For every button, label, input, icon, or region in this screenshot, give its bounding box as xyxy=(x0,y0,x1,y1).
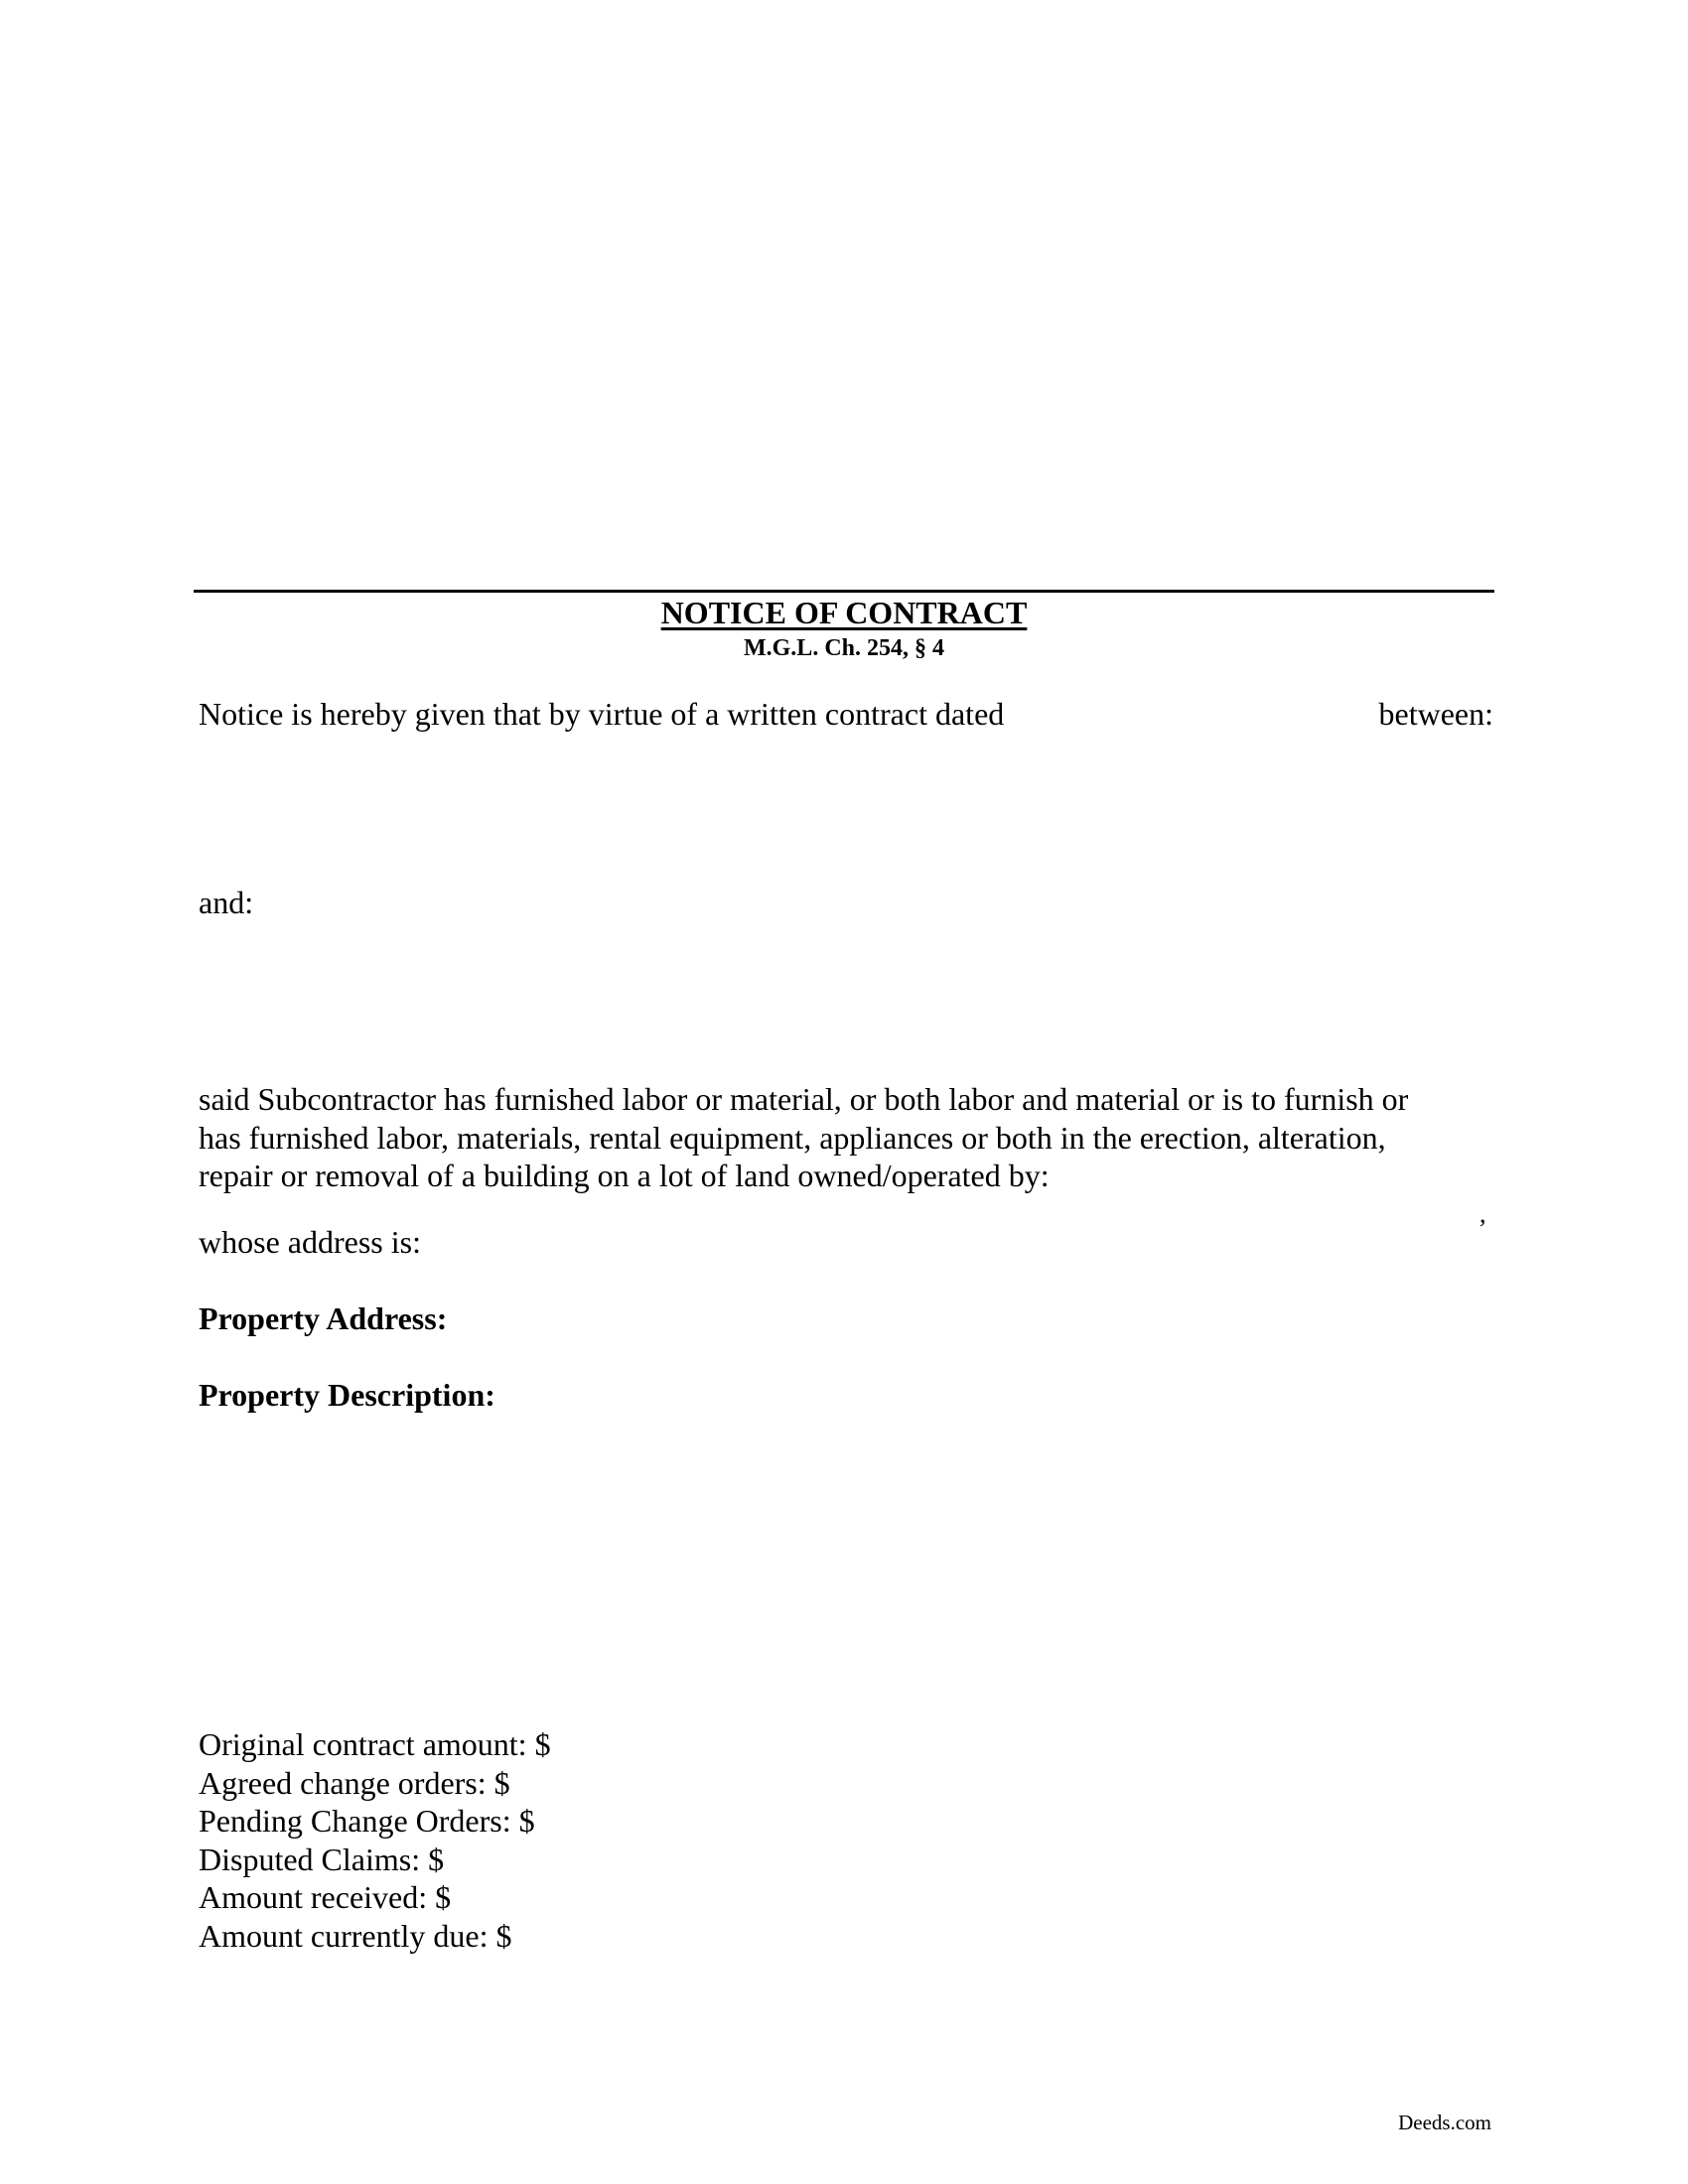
amount-line: Disputed Claims: $ xyxy=(199,1841,445,1877)
footer-brand: Deeds.com xyxy=(1398,2111,1491,2134)
amount-line: Amount currently due: $ xyxy=(199,1917,512,1954)
intro-text: Notice is hereby given that by virtue of a written contract dated xyxy=(199,696,1005,732)
whose-address-label: whose address is: xyxy=(199,1224,421,1260)
amount-line: Amount received: $ xyxy=(199,1879,452,1915)
amount-line: Agreed change orders: $ xyxy=(199,1764,510,1801)
and-label: and: xyxy=(199,885,254,920)
paragraph-line: said Subcontractor has furnished labor or material, or both labor and material or is to furnish or xyxy=(199,1081,1409,1117)
amounts-list xyxy=(199,1725,551,1955)
paragraph-line: has furnished labor, materials, rental equipment, appliances or both in the erection, alteration, xyxy=(199,1119,1386,1156)
amount-line: Original contract amount: $ xyxy=(199,1726,551,1762)
property-address-label: Property Address: xyxy=(199,1300,448,1336)
comma-mark: , xyxy=(1479,1199,1486,1228)
header-rule xyxy=(194,590,1494,593)
intro-between: between: xyxy=(1378,696,1493,732)
statute-citation: M.G.L. Ch. 254, § 4 xyxy=(743,635,944,661)
subcontractor-paragraph xyxy=(199,1080,1509,1195)
property-description-label: Property Description: xyxy=(199,1377,495,1413)
amount-line: Pending Change Orders: $ xyxy=(199,1803,535,1839)
paragraph-line: repair or removal of a building on a lot of land owned/operated by: xyxy=(199,1158,1050,1193)
document-title: NOTICE OF CONTRACT xyxy=(660,595,1028,630)
